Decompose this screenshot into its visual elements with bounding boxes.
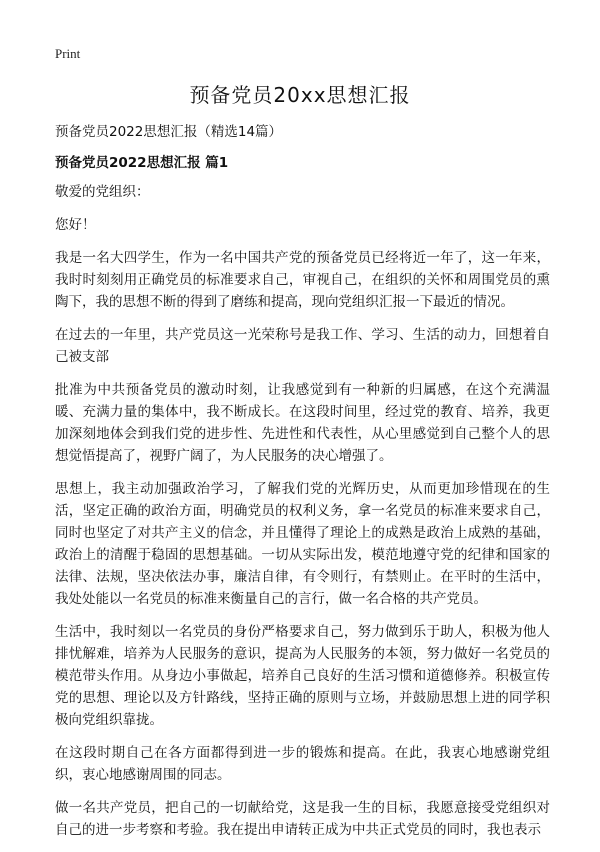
section-heading: 预备党员2022思想汇报 篇1 <box>55 155 229 171</box>
body-paragraph: 做一名共产党员，把自己的一切献给党，这是我一生的目标，我愿意接受党组织对自己的进一步考察和考验。我在提出申请转正成为中共正式党员的同时，我也表示 <box>55 800 550 838</box>
document-title: 预备党员20xx思想汇报 <box>189 83 411 107</box>
body-paragraph: 我是一名大四学生，作为一名中国共产党的预备党员已经将近一年了，这一年来，我时时刻刻用正确党员的标准要求自己，审视自己，在组织的关怀和周围党员的熏陶下，我的思想不断的得到了磨练和提高，现向党组织汇报一下最近的情况。 <box>55 250 550 310</box>
print-label: Print <box>55 46 81 61</box>
body-paragraph: 批准为中共预备党员的激动时刻，让我感觉到有一种新的归属感，在这个充满温暖、充满力量的集体中，我不断成长。在这段时间里，经过党的教育、培养，我更加深刻地体会到我们党的进步性、先进性和代表性，从心里感觉到自己整个人的思想觉悟提高了，视野广阔了，为人民服务的决心增强了。 <box>55 382 550 464</box>
document-body <box>55 181 550 852</box>
greeting: 您好！ <box>55 217 96 233</box>
salutation: 敬爱的党组织： <box>55 184 150 200</box>
body-paragraph: 思想上，我主动加强政治学习，了解我们党的光辉历史，从而更加珍惜现在的生活，坚定正确的政治方面，明确党员的权利义务，拿一名党员的标准来要求自己，同时也坚定了对共产主义的信念，并且懂得了理论上的成熟是政治上成熟的基础，政治上的清醒于稳固的思想基础。一切从实际出发，模范地遵守党的纪律和国家的法律、法规，坚决依法办事，廉洁自律，有令则行，有禁则止。在平时的生活中，我处处能以一名党员的标准来衡量自己的言行，做一名合格的共产党员。 <box>55 481 550 607</box>
body-paragraph: 在这段时期自己在各方面都得到进一步的锻炼和提高。在此，我衷心地感谢党组织，衷心地感谢周围的同志。 <box>55 745 550 783</box>
body-paragraph: 在过去的一年里，共产党员这一光荣称号是我工作、学习、生活的动力，回想着自己被支部 <box>55 327 550 365</box>
body-paragraph: 生活中，我时刻以一名党员的身份严格要求自己，努力做到乐于助人，积极为他人排忧解难，培养为人民服务的意识，提高为人民服务的本领，努力做好一名党员的模范带头作用。从身边小事做起，培养自己良好的生活习惯和道德修养。积极宣传党的思想、理论以及方针路线，坚持正确的原则与立场，并鼓励思想上进的同学积极向党组织靠拢。 <box>55 624 550 728</box>
document-subtitle: 预备党员2022思想汇报（精选14篇） <box>55 124 283 140</box>
